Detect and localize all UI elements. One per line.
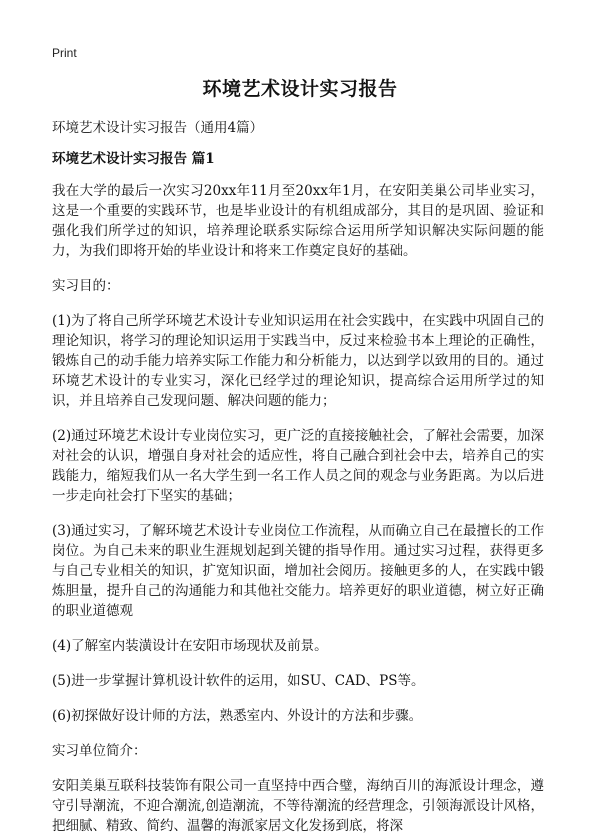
- document-subtitle: 环境艺术设计实习报告（通用4篇）: [52, 120, 264, 136]
- company-intro-paragraph: 安阳美巢互联科技装饰有限公司一直坚持中西合璧，海纳百川的海派设计理念，遵守引导潮流，不迎合潮流,创造潮流，不等待潮流的经营理念，引领海派设计风格，把细腻、精致、简约、温馨的海派家居文化发扬到底，将深: [52, 778, 544, 834]
- purpose-heading: 实习目的：: [52, 278, 120, 294]
- print-label: Print: [52, 46, 77, 60]
- purpose-item-1: (1)为了将自己所学环境艺术设计专业知识运用在社会实践中，在实践中巩固自己的理论知识，将学习的理论知识运用于实践当中，反过来检验书本上理论的正确性，锻炼自己的动手能力培养实际工作能力和分析能力，以达到学以致用的目的。通过环境艺术设计的专业实习，深化已经学过的理论知识，提高综合运用所学过的知识，并且培养自己发现问题、解决问题的能力；: [52, 313, 544, 409]
- section-heading: 环境艺术设计实习报告 篇1: [52, 151, 215, 167]
- document-title: 环境艺术设计实习报告: [202, 78, 398, 100]
- purpose-item-2: (2)通过环境艺术设计专业岗位实习，更广泛的直接接触社会，了解社会需要，加深对社会的认识，增强自身对社会的适应性，将自己融合到社会中去，培养自己的实践能力，缩短我们从一名大学生到一名工作人员之间的观念与业务距离。为以后进一步走向社会打下坚实的基础；: [52, 428, 544, 504]
- company-intro-heading: 实习单位简介：: [52, 743, 147, 759]
- purpose-item-5: (5)进一步掌握计算机设计软件的运用，如SU、CAD、PS等。: [52, 673, 425, 689]
- purpose-item-4: (4)了解室内装潢设计在安阳市场现状及前景。: [52, 638, 328, 654]
- intro-paragraph: 我在大学的最后一次实习20xx年11月至20xx年1月，在安阳美巢公司毕业实习，这是一个重要的实践环节，也是毕业设计的有机组成部分，其目的是巩固、验证和强化我们所学过的知识，培养理论联系实际综合运用所学知识解决实际问题的能力，为我们即将开始的毕业设计和将来工作奠定良好的基础。: [52, 183, 544, 259]
- purpose-item-6: (6)初探做好设计师的方法，熟悉室内、外设计的方法和步骤。: [52, 708, 423, 724]
- purpose-item-3: (3)通过实习，了解环境艺术设计专业岗位工作流程，从而确立自己在最擅长的工作岗位。为自己未来的职业生涯规划起到关键的指导作用。通过实习过程，获得更多与自己专业相关的知识，扩宽知识面，增加社会阅历。接触更多的人，在实践中锻炼胆量，提升自己的沟通能力和其他社交能力。培养更好的职业道德，树立好正确的职业道德观: [52, 523, 544, 619]
